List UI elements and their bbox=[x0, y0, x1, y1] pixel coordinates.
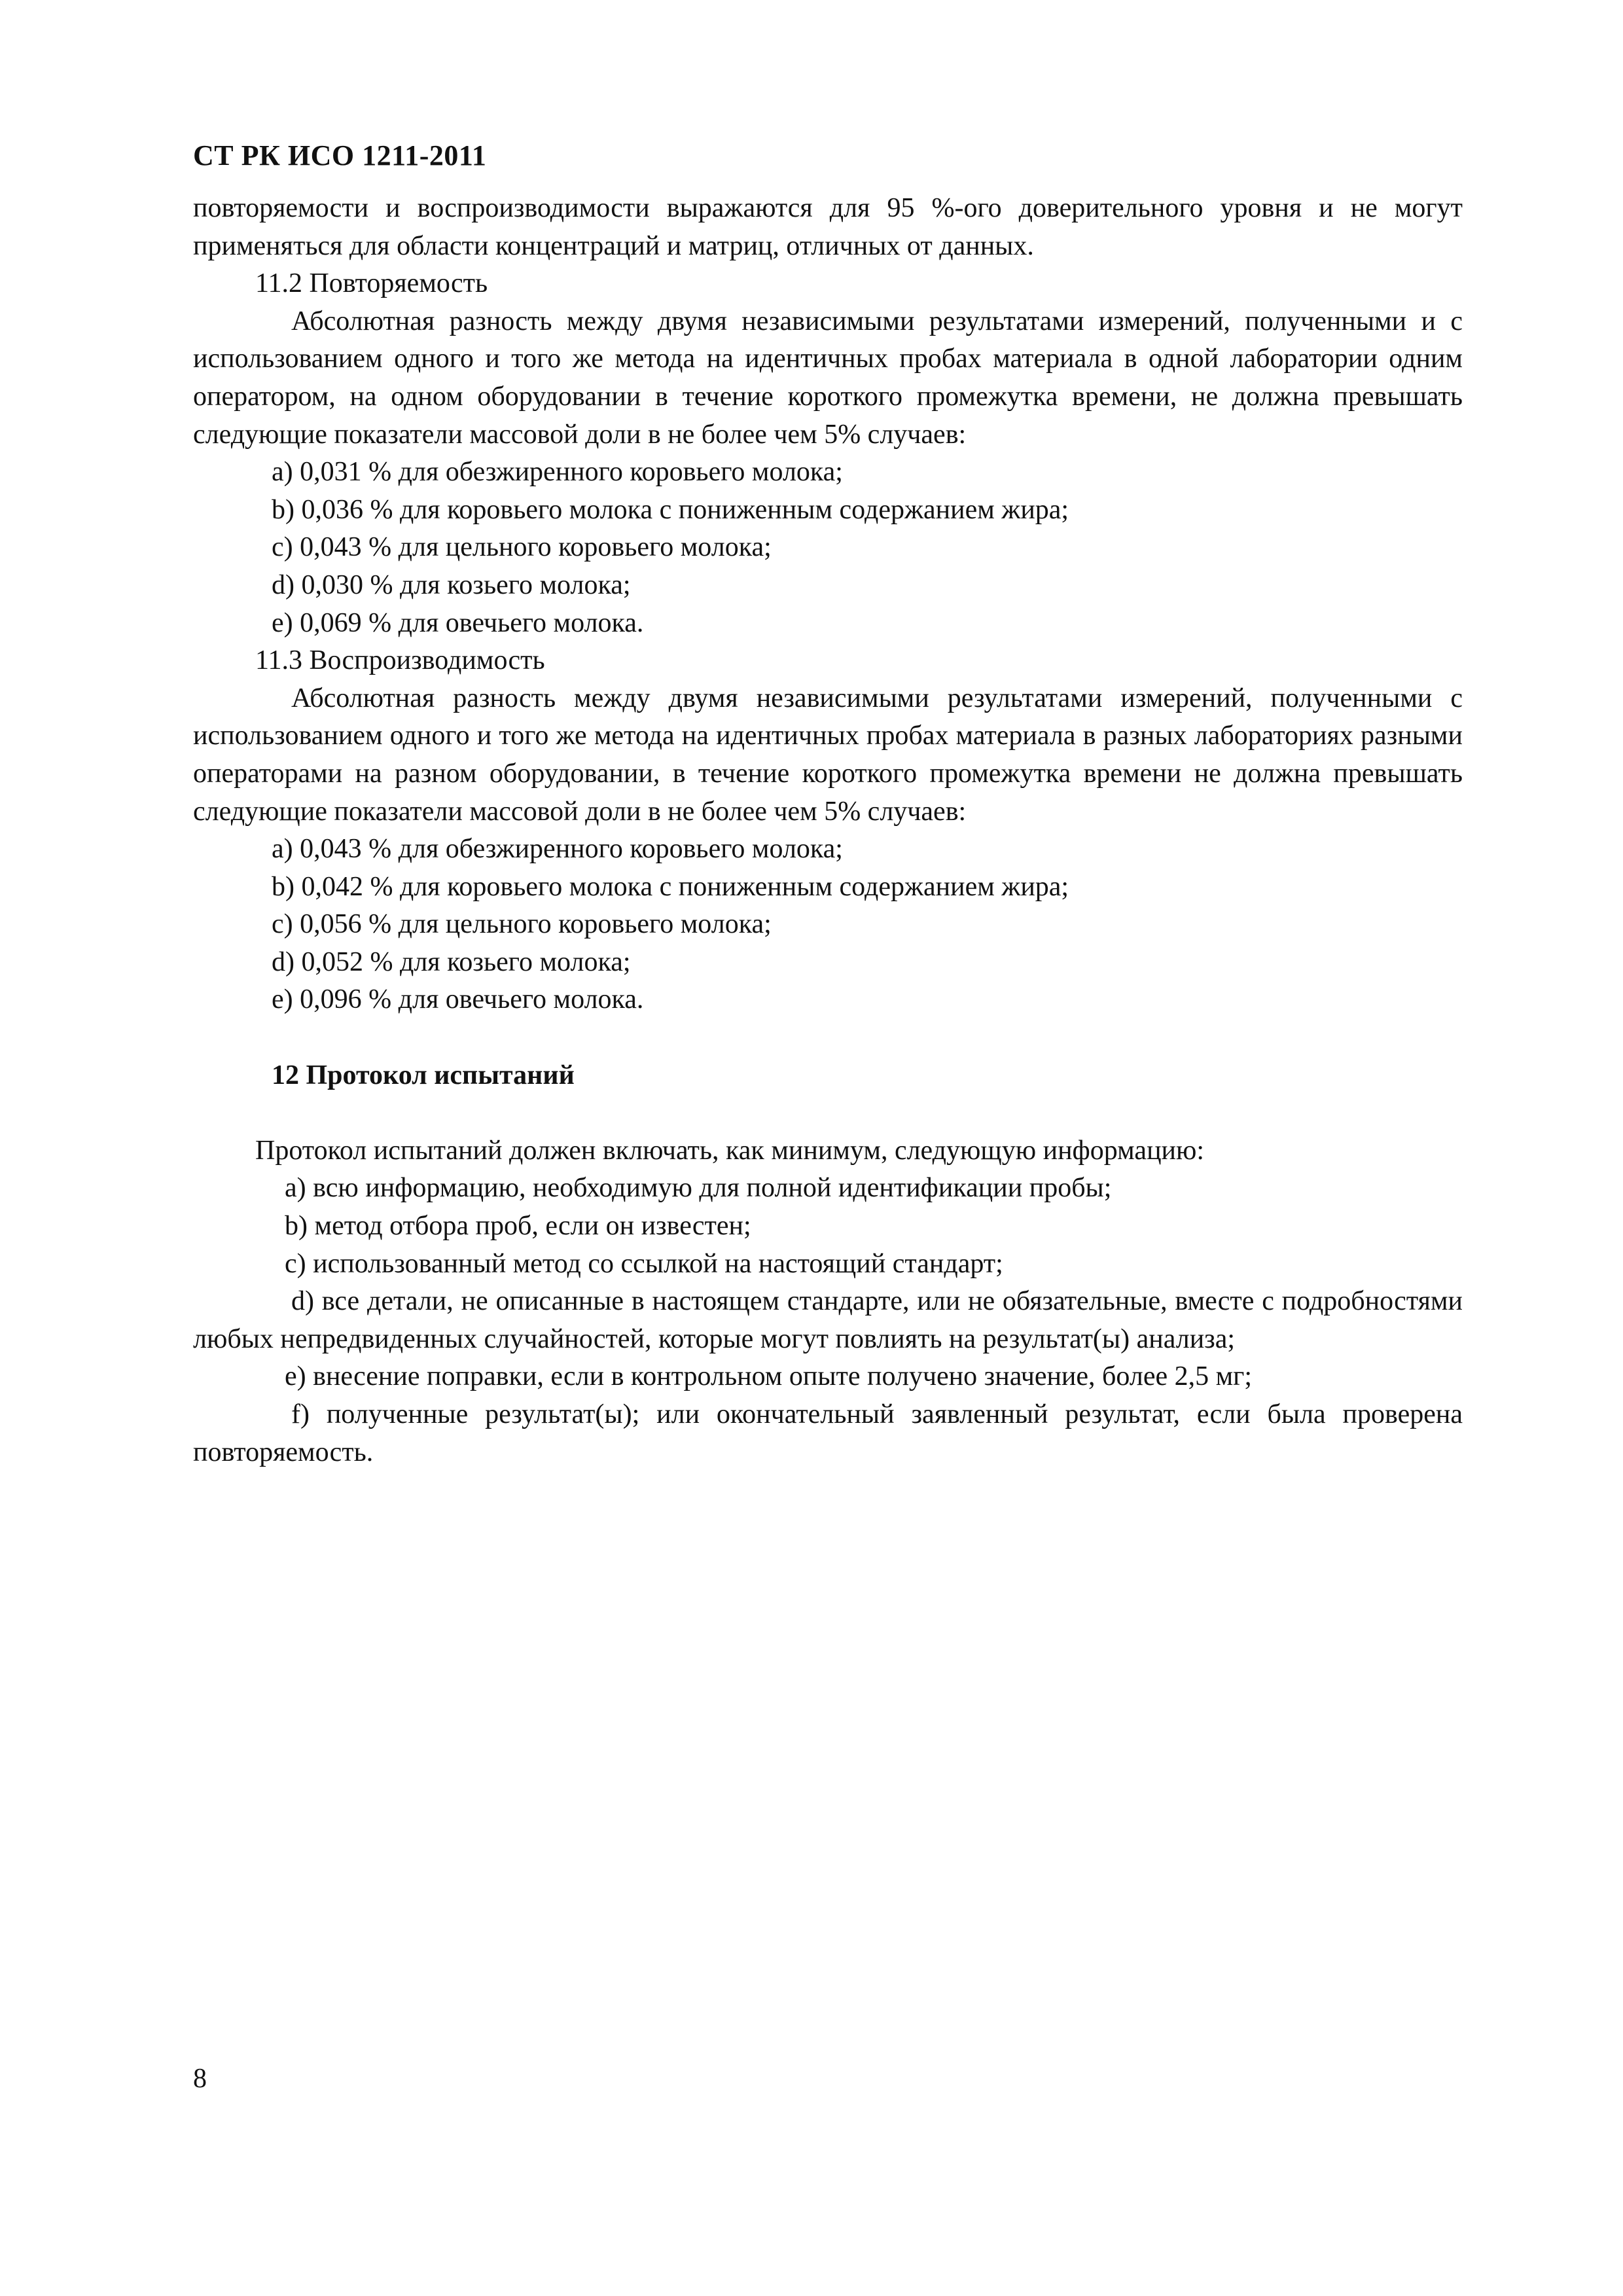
repeatability-paragraph: Абсолютная разность между двумя независимыми результатами измерений, полученными и с использованием одного и того же метода на идентичных пробах материала в одной лаборатории одним оператором, на одном оборудовании в течение короткого промежутка времени, не должна превышать следующие показатели массовой доли в не более чем 5% случаев: bbox=[193, 306, 1463, 450]
reproducibility-item-b: b) 0,042 % для коровьего молока с пониженным содержанием жира; bbox=[272, 871, 1069, 902]
protocol-item-d: d) все детали, не описанные в настоящем стандарте, или не обязательные, вместе с подробностями любых непредвиденных случайностей, которые могут повлиять на результат(ы) анализа; bbox=[193, 1286, 1463, 1354]
document-id-header: СТ РК ИСО 1211-2011 bbox=[193, 139, 487, 171]
repeatability-item-d: d) 0,030 % для козьего молока; bbox=[272, 569, 631, 600]
protocol-item-c: c) использованный метод со ссылкой на настоящий стандарт; bbox=[285, 1248, 1003, 1279]
reproducibility-item-e: e) 0,096 % для овечьего молока. bbox=[272, 984, 644, 1015]
protocol-item-a: a) всю информацию, необходимую для полной идентификации пробы; bbox=[285, 1173, 1112, 1204]
reproducibility-heading: 11.3 Воспроизводимость bbox=[255, 645, 545, 676]
repeatability-item-c: c) 0,043 % для цельного коровьего молока; bbox=[272, 532, 772, 563]
protocol-section-title: 12 Протокол испытаний bbox=[272, 1060, 575, 1090]
protocol-item-f: f) полученные результат(ы); или окончательный заявленный результат, если была проверена повторяемость. bbox=[193, 1399, 1463, 1467]
protocol-item-e: e) внесение поправки, если в контрольном опыте получено значение, более 2,5 мг; bbox=[285, 1361, 1253, 1392]
reproducibility-paragraph: Абсолютная разность между двумя независимыми результатами измерений, полученными с использованием одного и того же метода на идентичных пробах материала в разных лабораториях разными операторами на разном оборудовании, в течение короткого промежутка времени не должна превышать следующие показатели массовой доли в не более чем 5% случаев: bbox=[193, 683, 1463, 827]
protocol-item-b: b) метод отбора проб, если он известен; bbox=[285, 1211, 751, 1242]
reproducibility-item-d: d) 0,052 % для козьего молока; bbox=[272, 946, 631, 977]
page-number: 8 bbox=[193, 2064, 207, 2094]
protocol-intro: Протокол испытаний должен включать, как минимум, следующую информацию: bbox=[255, 1135, 1205, 1166]
repeatability-item-a: a) 0,031 % для обезжиренного коровьего молока; bbox=[272, 457, 843, 488]
reproducibility-item-a: a) 0,043 % для обезжиренного коровьего молока; bbox=[272, 834, 843, 865]
repeatability-item-e: e) 0,069 % для овечьего молока. bbox=[272, 607, 644, 638]
reproducibility-item-c: c) 0,056 % для цельного коровьего молока; bbox=[272, 909, 772, 940]
repeatability-item-b: b) 0,036 % для коровьего молока с пониженным содержанием жира; bbox=[272, 494, 1069, 525]
page-content bbox=[193, 190, 1463, 1471]
intro-paragraph: повторяемости и воспроизводимости выражаются для 95 %-ого доверительного уровня и не могут применяться для области концентраций и матриц, отличных от данных. bbox=[193, 193, 1463, 261]
repeatability-heading: 11.2 Повторяемость bbox=[255, 268, 488, 299]
